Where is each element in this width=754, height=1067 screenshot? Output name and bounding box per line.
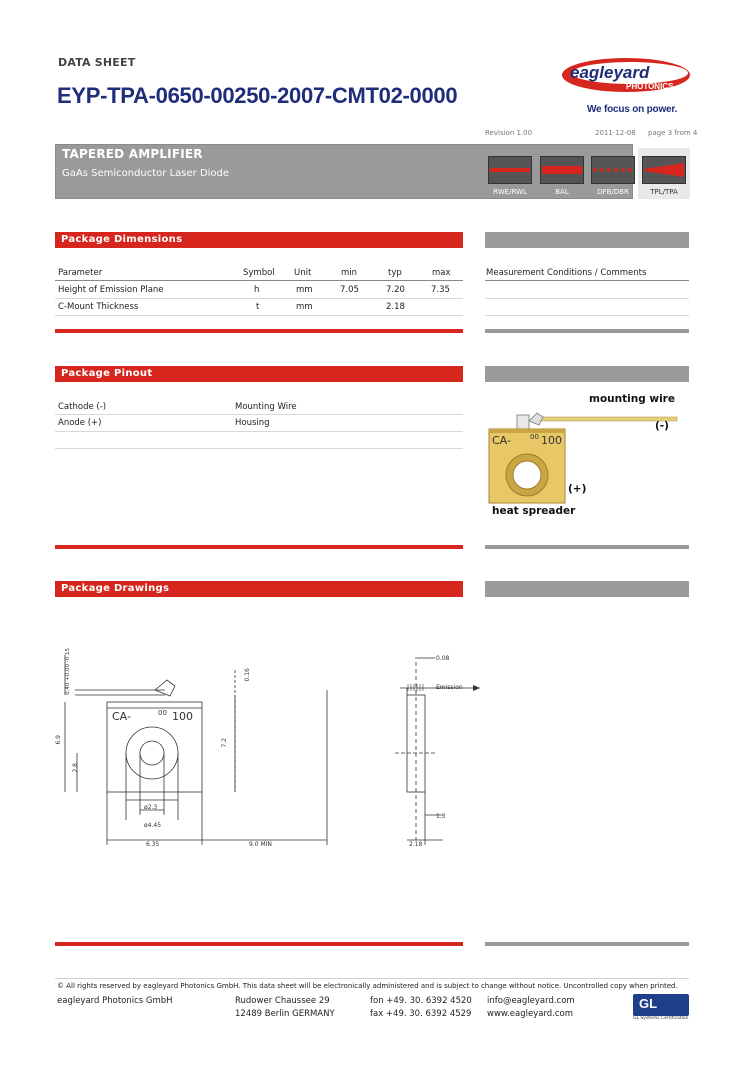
section-end-rule [485, 329, 689, 333]
section-end-rule [485, 942, 689, 946]
dfb-chip-icon [591, 156, 635, 184]
product-title: TAPERED AMPLIFIER [62, 147, 203, 161]
dim-label-side-offset: 1.3 [436, 813, 446, 820]
copyright-notice: © All rights reserved by eagleyard Photonics GmbH. This data sheet will be electronically administered and is subject to change without notice. Uncontrolled copy when printed. [57, 982, 678, 990]
drawings-heading-bar [55, 581, 463, 597]
logo-wordmark: eagleyard [570, 63, 650, 82]
address-street: Rudower Chaussee 29 [235, 996, 330, 1006]
table-header-rule [55, 280, 463, 281]
col-max: max [432, 268, 451, 278]
drawing-part-sup: 00 [158, 709, 167, 717]
dim-label-side-top: 0.08 [436, 655, 450, 662]
package-drawing [55, 640, 485, 860]
pinout-heading: Package Pinout [61, 368, 153, 379]
col-typ: typ [388, 268, 402, 278]
chip-label-bal: BAL [555, 188, 569, 196]
col-symbol: Symbol [243, 268, 275, 278]
chip-label-tpa: TPL/TPA [650, 188, 678, 196]
page-text: page 3 from 4 [648, 129, 698, 137]
row1-symbol: h [254, 285, 260, 295]
dim-label-outer-diameter: ø4.45 [144, 822, 162, 829]
tpa-chip-icon [642, 156, 686, 184]
col-parameter: Parameter [58, 268, 103, 278]
row-rule [55, 414, 463, 415]
dim-label-hole-height: 2.8 [72, 763, 79, 773]
footer-rule [55, 978, 689, 979]
comment-header-rule [485, 280, 689, 281]
section-end-rule [55, 329, 463, 333]
dim-label-wire-length: 9.0 MIN [249, 841, 272, 848]
address-city: 12489 Berlin GERMANY [235, 1009, 335, 1019]
pin2-name: Anode (+) [58, 418, 102, 428]
website-link[interactable]: www.eagleyard.com [487, 1009, 574, 1019]
cert-caption: GL Systems Certification [633, 1016, 689, 1021]
dim-label-inner-diameter: ø2.3 [144, 804, 158, 811]
row-rule [55, 298, 463, 299]
row-rule [55, 315, 463, 316]
doc-type-label: DATA SHEET [58, 56, 136, 69]
emission-label: Emission [436, 684, 463, 691]
row-rule [485, 315, 689, 316]
rwe-chip-icon [488, 156, 532, 184]
dimensions-heading-bar [55, 232, 463, 248]
pinout-part-text: CA- [492, 434, 511, 447]
row1-max: 7.35 [431, 285, 450, 295]
date-text: 2011-12-08 [595, 129, 636, 137]
dim-label-tab: 0.40 +0.00 -0.15 [65, 648, 71, 695]
pinout-part-sup: 00 [530, 433, 539, 441]
pinout-heading-bar [55, 366, 463, 382]
email-link[interactable]: info@eagleyard.com [487, 996, 575, 1006]
heat-spreader-label: heat spreader [492, 505, 576, 517]
part-number-title: EYP-TPA-0650-00250-2007-CMT02-0000 [57, 83, 458, 108]
row2-unit: mm [296, 302, 313, 312]
tagline: We focus on power. [587, 104, 678, 115]
mounting-wire-label: mounting wire [589, 393, 675, 405]
row1-unit: mm [296, 285, 313, 295]
row-rule [55, 448, 463, 449]
dim-label-height: 6.9 [55, 735, 62, 745]
row-rule [485, 298, 689, 299]
product-subtitle: GaAs Semiconductor Laser Diode [62, 168, 230, 179]
col-comments: Measurement Conditions / Comments [486, 268, 647, 278]
row1-min: 7.05 [340, 285, 359, 295]
row2-symbol: t [256, 302, 260, 312]
row2-typ: 2.18 [386, 302, 405, 312]
dim-label-thickness: 2.18 [409, 841, 423, 848]
dimensions-comment-bar [485, 232, 689, 248]
col-min: min [341, 268, 358, 278]
row1-typ: 7.20 [386, 285, 405, 295]
dim-label-offset: 0.16 [244, 668, 251, 682]
dimensions-heading: Package Dimensions [61, 234, 183, 245]
minus-label: (-) [655, 420, 669, 432]
drawings-heading: Package Drawings [61, 583, 170, 594]
company-name: eagleyard Photonics GmbH [57, 996, 173, 1006]
cert-logo-mark: GL [639, 996, 658, 1011]
dim-label-width: 6.35 [146, 841, 160, 848]
section-end-rule [485, 545, 689, 549]
row1-parameter: Height of Emission Plane [58, 285, 164, 295]
pinout-part-num: 100 [541, 434, 562, 447]
drawings-side-bar [485, 581, 689, 597]
row-rule [55, 431, 463, 432]
section-end-rule [55, 942, 463, 946]
pin1-name: Cathode (-) [58, 402, 107, 412]
bal-chip-icon [540, 156, 584, 184]
phone-number: fon +49. 30. 6392 4520 [370, 996, 472, 1006]
pin2-connection: Housing [235, 418, 270, 428]
drawing-part-text: CA- [112, 710, 131, 723]
revision-text: Revision 1.00 [485, 129, 533, 137]
section-end-rule [55, 545, 463, 549]
chip-label-dfb: DFB/DBR [597, 188, 629, 196]
plus-label: (+) [568, 483, 587, 495]
fax-number: fax +49. 30. 6392 4529 [370, 1009, 472, 1019]
row2-parameter: C-Mount Thickness [58, 302, 139, 312]
dim-label-emission-height: 7.2 [221, 738, 228, 748]
col-unit: Unit [294, 268, 312, 278]
certification-logo [633, 994, 689, 1016]
drawing-part-num: 100 [172, 710, 193, 723]
chip-label-rwe: RWE/RWL [493, 188, 527, 196]
pinout-side-bar [485, 366, 689, 382]
logo-submark: PHOTONICS [626, 82, 674, 91]
pin1-connection: Mounting Wire [235, 402, 297, 412]
